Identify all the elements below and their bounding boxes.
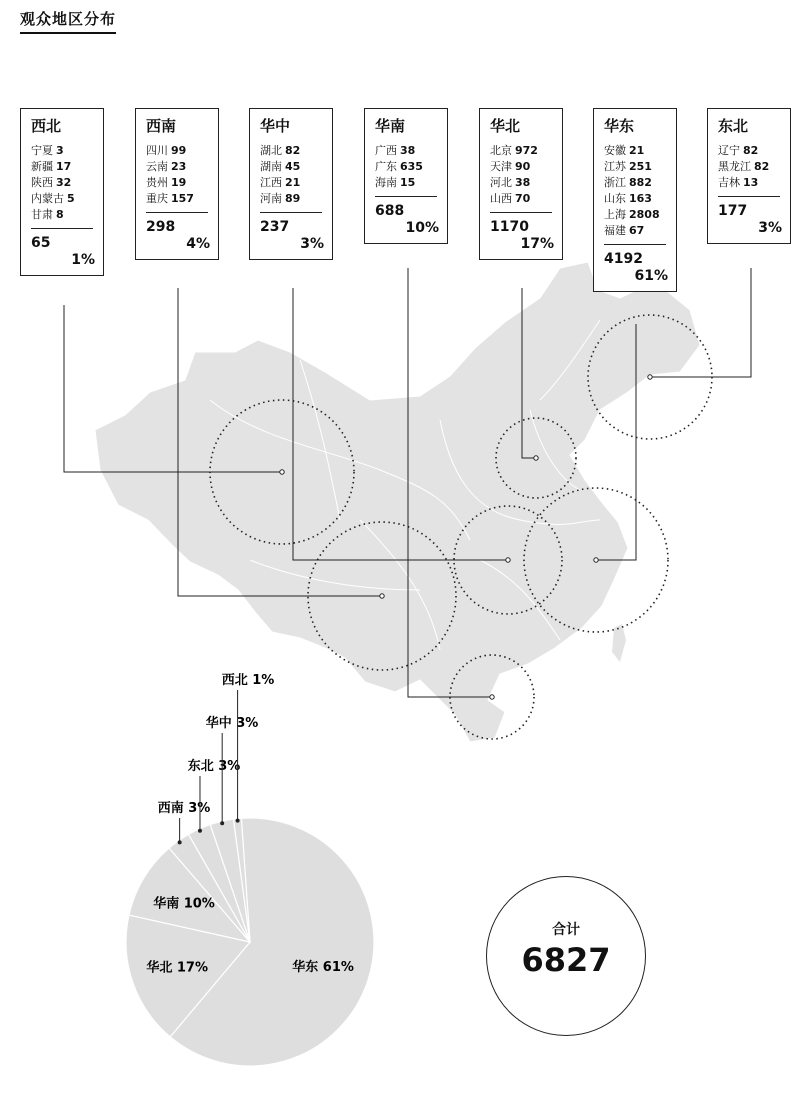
province-value: 32: [56, 176, 72, 189]
province-row: [718, 175, 782, 191]
province-value: 251: [629, 160, 652, 173]
province-row: [146, 143, 210, 159]
region-name: 东北: [718, 117, 749, 135]
region-name: 西北: [31, 117, 62, 135]
province-row: [31, 207, 95, 223]
province-name: 新疆: [31, 160, 53, 173]
province-row: [31, 191, 95, 207]
province-value: 90: [515, 160, 531, 173]
region-name: 华北: [490, 117, 521, 135]
province-row: [718, 143, 782, 159]
province-list: [604, 143, 668, 239]
province-value: 8: [56, 208, 64, 221]
province-value: 21: [629, 144, 645, 157]
region-dot-dongbei: [648, 375, 652, 379]
province-value: 23: [171, 160, 187, 173]
divider: [490, 212, 552, 213]
province-name: 重庆: [146, 192, 168, 205]
province-name: 甘肃: [31, 208, 53, 221]
province-value: 99: [171, 144, 187, 157]
province-name: 黑龙江: [718, 160, 751, 173]
pie-label-2: 华南 10%: [153, 896, 215, 912]
province-row: [31, 175, 95, 191]
province-value: 21: [285, 176, 301, 189]
region-total: 688: [375, 203, 405, 219]
region-name: 华南: [375, 117, 406, 135]
total-circle: [486, 876, 646, 1036]
province-value: 5: [67, 192, 75, 205]
province-name: 上海: [604, 208, 626, 221]
region-percent: 61%: [634, 268, 668, 284]
province-value: 882: [629, 176, 652, 189]
region-total: 177: [718, 203, 748, 219]
province-row: [31, 143, 95, 159]
region-name: 华东: [604, 117, 635, 135]
province-row: [260, 191, 324, 207]
province-value: 635: [400, 160, 423, 173]
province-name: 湖南: [260, 160, 282, 173]
province-row: [490, 175, 554, 191]
province-name: 安徽: [604, 144, 626, 157]
province-row: [604, 207, 668, 223]
province-value: 15: [400, 176, 416, 189]
province-value: 17: [56, 160, 72, 173]
region-dot-huadong: [594, 558, 598, 562]
province-row: [146, 175, 210, 191]
province-name: 山西: [490, 192, 512, 205]
province-name: 河南: [260, 192, 282, 205]
province-row: [604, 175, 668, 191]
region-percent: 17%: [520, 236, 554, 252]
divider: [31, 228, 93, 229]
province-name: 江苏: [604, 160, 626, 173]
divider: [604, 244, 666, 245]
total-label: 合计: [552, 922, 580, 938]
province-name: 宁夏: [31, 144, 53, 157]
province-value: 38: [400, 144, 416, 157]
province-value: 82: [754, 160, 770, 173]
pie-chart: [126, 818, 374, 1066]
region-box-huadong: [593, 108, 677, 292]
region-box-dongbei: [707, 108, 791, 244]
province-list: [718, 143, 782, 191]
divider: [146, 212, 208, 213]
divider: [260, 212, 322, 213]
province-row: [490, 191, 554, 207]
pie-label-6: 西北 1%: [221, 673, 275, 688]
province-list: [490, 143, 554, 207]
divider: [375, 196, 437, 197]
china-map-shape: [95, 262, 700, 742]
province-value: 70: [515, 192, 531, 205]
region-total: 1170: [490, 219, 529, 235]
province-value: 19: [171, 176, 187, 189]
province-name: 浙江: [604, 176, 626, 189]
region-percent: 10%: [405, 220, 439, 236]
region-name: 西南: [146, 117, 177, 135]
province-name: 陕西: [31, 176, 53, 189]
province-name: 海南: [375, 176, 397, 189]
province-value: 45: [285, 160, 301, 173]
total-value: 6827: [521, 941, 611, 979]
region-dot-xibei: [280, 470, 284, 474]
province-name: 广东: [375, 160, 397, 173]
pie-label-5: 华中 3%: [205, 716, 259, 731]
pie-label-0: 华东 61%: [292, 959, 354, 975]
province-row: [604, 223, 668, 239]
province-value: 2808: [629, 208, 660, 221]
page-title: 观众地区分布: [20, 8, 116, 34]
pie-label-3: 西南 3%: [157, 801, 211, 816]
divider: [718, 196, 780, 197]
region-box-huabei: [479, 108, 563, 260]
province-value: 157: [171, 192, 194, 205]
province-row: [718, 159, 782, 175]
region-percent: 1%: [71, 252, 95, 268]
province-name: 福建: [604, 224, 626, 237]
province-list: [375, 143, 439, 191]
province-name: 四川: [146, 144, 168, 157]
pie-label-1: 华北 17%: [146, 960, 209, 976]
pie-label-4: 东北 3%: [187, 759, 241, 774]
province-name: 天津: [490, 160, 512, 173]
region-dot-huazhong: [506, 558, 510, 562]
province-row: [260, 175, 324, 191]
province-list: [146, 143, 210, 207]
province-name: 内蒙古: [31, 192, 64, 205]
region-total: 65: [31, 235, 51, 251]
province-list: [260, 143, 324, 207]
province-row: [31, 159, 95, 175]
province-name: 广西: [375, 144, 397, 157]
province-row: [375, 175, 439, 191]
region-dot-huabei: [534, 456, 538, 460]
province-value: 67: [629, 224, 645, 237]
pie-leader-dot-5: [220, 821, 224, 825]
region-box-huazhong: [249, 108, 333, 260]
province-value: 3: [56, 144, 64, 157]
province-row: [375, 143, 439, 159]
province-row: [375, 159, 439, 175]
province-row: [604, 143, 668, 159]
taiwan-shape: [612, 624, 626, 662]
province-name: 湖北: [260, 144, 282, 157]
region-percent: 3%: [758, 220, 782, 236]
region-percent: 4%: [186, 236, 210, 252]
province-row: [146, 191, 210, 207]
region-name: 华中: [260, 117, 291, 135]
province-row: [490, 159, 554, 175]
region-total: 237: [260, 219, 290, 235]
region-box-xinan: [135, 108, 219, 260]
region-dot-xinan: [380, 594, 384, 598]
province-row: [146, 159, 210, 175]
province-value: 163: [629, 192, 652, 205]
province-name: 江西: [260, 176, 282, 189]
province-value: 82: [743, 144, 759, 157]
province-value: 82: [285, 144, 301, 157]
province-name: 吉林: [718, 176, 740, 189]
province-value: 38: [515, 176, 531, 189]
province-value: 972: [515, 144, 538, 157]
pie-leader-dot-3: [178, 840, 182, 844]
province-value: 13: [743, 176, 759, 189]
region-dot-huanan: [490, 695, 494, 699]
province-name: 云南: [146, 160, 168, 173]
province-row: [260, 143, 324, 159]
province-name: 山东: [604, 192, 626, 205]
province-name: 辽宁: [718, 144, 740, 157]
province-row: [260, 159, 324, 175]
region-total: 4192: [604, 251, 643, 267]
province-name: 河北: [490, 176, 512, 189]
province-row: [604, 159, 668, 175]
region-box-xibei: [20, 108, 104, 276]
region-total: 298: [146, 219, 176, 235]
province-list: [31, 143, 95, 223]
province-row: [490, 143, 554, 159]
province-row: [604, 191, 668, 207]
region-percent: 3%: [300, 236, 324, 252]
province-value: 89: [285, 192, 301, 205]
province-name: 贵州: [146, 176, 168, 189]
province-name: 北京: [490, 144, 512, 157]
region-box-huanan: [364, 108, 448, 244]
pie-leader-dot-4: [198, 829, 202, 833]
pie-leader-dot-6: [236, 819, 240, 823]
